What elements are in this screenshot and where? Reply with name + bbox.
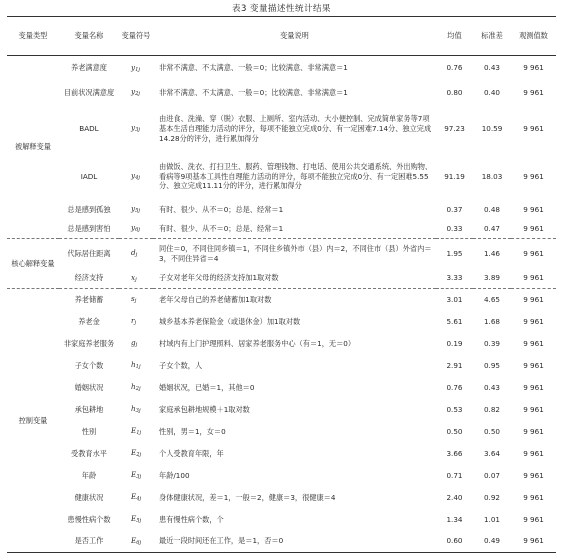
variable-name: 非家庭养老服务 bbox=[63, 338, 115, 348]
symbol-base: r bbox=[131, 315, 135, 325]
symbol-subscript: j bbox=[135, 341, 138, 348]
variable-name: 子女个数 bbox=[74, 360, 104, 370]
group-control: 控制变量 bbox=[7, 289, 59, 553]
variable-symbol bbox=[119, 289, 153, 311]
mean-value: 0.60 bbox=[436, 531, 473, 553]
std-dev-value: 0.43 bbox=[483, 382, 500, 392]
std-dev-value: 1.01 bbox=[483, 514, 500, 524]
symbol-base: s bbox=[131, 294, 135, 304]
std-dev-value: 0.43 bbox=[483, 63, 500, 73]
variable-description: 婚姻状况，已婚＝1，其他＝0 bbox=[159, 382, 255, 392]
symbol-subscript: j bbox=[134, 298, 137, 305]
symbol-base: y bbox=[131, 62, 136, 72]
table-row bbox=[7, 153, 556, 201]
observation-count: 9 961 bbox=[523, 294, 544, 304]
std-dev-value: 0.50 bbox=[483, 426, 500, 436]
mean-value: 0.50 bbox=[446, 426, 463, 436]
symbol-base: g bbox=[131, 337, 136, 347]
symbol-subscript: j bbox=[134, 319, 137, 326]
std-dev-value: 0.47 bbox=[473, 220, 511, 239]
variable-description: 家庭承包耕地规模＋1取对数 bbox=[159, 404, 250, 414]
std-dev-value: 0.07 bbox=[483, 470, 500, 480]
group-dependent: 被解释变量 bbox=[7, 56, 59, 239]
symbol-base: d bbox=[131, 248, 136, 258]
variable-symbol bbox=[119, 56, 153, 81]
symbol-subscript: 5j bbox=[136, 517, 142, 524]
variable-symbol bbox=[119, 153, 153, 201]
descriptive-stats-table bbox=[7, 16, 556, 553]
variable-description: 非常不满意、不太满意、一般＝0；比较满意、非常满意＝1 bbox=[159, 63, 348, 73]
table-row bbox=[7, 81, 556, 106]
variable-description: 子女对老年父母的经济支持加1取对数 bbox=[153, 269, 436, 289]
mean-value: 0.37 bbox=[446, 205, 463, 215]
observation-count: 9 961 bbox=[523, 205, 544, 215]
variable-description: 有时、很少、从不＝0；总是、经常＝1 bbox=[153, 220, 436, 239]
table-row bbox=[7, 239, 556, 269]
table-row bbox=[7, 509, 556, 531]
symbol-subscript: 4j bbox=[135, 174, 140, 181]
header-variable-type: 变量类型 bbox=[7, 17, 59, 56]
symbol-subscript: 3j bbox=[135, 127, 140, 134]
variable-symbol bbox=[119, 106, 153, 153]
table-row bbox=[7, 201, 556, 220]
variable-symbol bbox=[119, 333, 153, 355]
observation-count: 9 961 bbox=[511, 269, 556, 289]
variable-name: 年龄 bbox=[81, 470, 97, 480]
observation-count: 9 961 bbox=[523, 124, 544, 134]
std-dev-value: 0.49 bbox=[473, 531, 511, 553]
variable-symbol bbox=[119, 487, 153, 509]
variable-symbol bbox=[119, 81, 153, 106]
variable-description: 身体健康状况，差＝1，一般＝2，健康＝3，很健康＝4 bbox=[159, 492, 336, 502]
mean-value: 91.19 bbox=[444, 171, 465, 181]
observation-count: 9 961 bbox=[523, 316, 544, 326]
observation-count: 9 961 bbox=[523, 338, 544, 348]
symbol-base: E bbox=[131, 469, 137, 479]
table-row bbox=[7, 355, 556, 377]
variable-name: 承包耕地 bbox=[74, 404, 104, 414]
observation-count: 9 961 bbox=[523, 470, 544, 480]
variable-symbol bbox=[119, 509, 153, 531]
observation-count: 9 961 bbox=[523, 492, 544, 502]
variable-description: 村域内有上门护理照料、居家养老服务中心（有＝1，无＝0） bbox=[159, 338, 356, 348]
std-dev-value: 0.39 bbox=[483, 338, 500, 348]
symbol-base: x bbox=[131, 272, 136, 282]
observation-count: 9 961 bbox=[523, 63, 544, 73]
header-variable-description: 变量说明 bbox=[153, 17, 436, 56]
observation-count: 9 961 bbox=[523, 360, 544, 370]
mean-value: 3.01 bbox=[446, 294, 463, 304]
symbol-subscript: 6j bbox=[136, 539, 142, 546]
std-dev-value: 18.03 bbox=[481, 171, 503, 181]
mean-value: 2.91 bbox=[446, 360, 463, 370]
observation-count: 9 961 bbox=[523, 404, 544, 414]
std-dev-value: 0.92 bbox=[483, 492, 500, 502]
mean-value: 97.23 bbox=[444, 124, 465, 134]
variable-symbol bbox=[119, 399, 153, 421]
variable-symbol bbox=[119, 311, 153, 333]
mean-value: 2.40 bbox=[446, 492, 463, 502]
table-row bbox=[7, 106, 556, 153]
table-row bbox=[7, 487, 556, 509]
symbol-subscript: 3j bbox=[136, 473, 142, 480]
table-row bbox=[7, 443, 556, 465]
mean-value: 0.19 bbox=[446, 338, 463, 348]
symbol-subscript: 4j bbox=[136, 495, 142, 502]
observation-count: 9 961 bbox=[523, 448, 544, 458]
variable-name: 养老储蓄 bbox=[74, 294, 104, 304]
table-row bbox=[7, 531, 556, 553]
variable-description: 患有慢性病个数，个 bbox=[159, 514, 224, 524]
std-dev-value: 0.40 bbox=[483, 88, 500, 98]
mean-value: 0.80 bbox=[446, 88, 463, 98]
symbol-base: y bbox=[131, 123, 136, 133]
variable-symbol bbox=[119, 269, 153, 289]
variable-description: 有时、很少、从不＝0；总是、经常＝1 bbox=[159, 205, 284, 215]
variable-name: 健康状况 bbox=[74, 492, 104, 502]
std-dev-value: 0.95 bbox=[483, 360, 500, 370]
variable-symbol bbox=[119, 355, 153, 377]
symbol-subscript: 1j bbox=[135, 66, 140, 73]
table-row bbox=[7, 56, 556, 81]
symbol-base: y bbox=[131, 223, 136, 233]
symbol-base: h bbox=[131, 403, 136, 413]
mean-value: 1.95 bbox=[446, 248, 463, 258]
symbol-subscript: 2j bbox=[135, 385, 141, 392]
table-row bbox=[7, 399, 556, 421]
header-observations: 观测值数 bbox=[511, 17, 556, 56]
variable-name: 是否工作 bbox=[59, 531, 119, 553]
mean-value: 3.66 bbox=[446, 448, 463, 458]
observation-count: 9 961 bbox=[523, 88, 544, 98]
variable-symbol bbox=[119, 421, 153, 443]
symbol-base: E bbox=[131, 491, 137, 501]
variable-name: BADL bbox=[79, 124, 99, 134]
variable-name: 目前状况满意度 bbox=[63, 88, 115, 98]
mean-value: 5.61 bbox=[446, 316, 463, 326]
header-mean: 均值 bbox=[436, 17, 473, 56]
group-core-explanatory: 核心解释变量 bbox=[7, 239, 59, 289]
table-row bbox=[7, 377, 556, 399]
variable-name: 总是感到孤独 bbox=[67, 205, 111, 215]
std-dev-value: 1.46 bbox=[483, 248, 500, 258]
observation-count: 9 961 bbox=[523, 171, 544, 181]
mean-value: 0.76 bbox=[446, 63, 463, 73]
variable-name: 总是感到害怕 bbox=[59, 220, 119, 239]
variable-description: 城乡基本养老保险金（或退休金）加1取对数 bbox=[159, 316, 301, 326]
variable-symbol bbox=[119, 239, 153, 269]
variable-name: 受教育水平 bbox=[71, 448, 107, 458]
std-dev-value: 4.65 bbox=[483, 294, 500, 304]
symbol-subscript: 2j bbox=[135, 91, 140, 98]
variable-name: 养老满意度 bbox=[71, 63, 107, 73]
variable-name: 婚姻状况 bbox=[74, 382, 104, 392]
header-std-dev: 标准差 bbox=[473, 17, 511, 56]
variable-description: 同住＝0，不同住同乡镇＝1，不同住乡镇外市（县）内＝2，不同住市（县）外省内＝3，不同住异省＝4 bbox=[159, 244, 432, 263]
symbol-subscript: 1j bbox=[135, 363, 141, 370]
variable-name: 养老金 bbox=[78, 316, 100, 326]
symbol-subscript: 1j bbox=[136, 429, 142, 436]
header-variable-name: 变量名称 bbox=[59, 17, 119, 56]
observation-count: 9 961 bbox=[511, 220, 556, 239]
variable-description: 子女个数，人 bbox=[159, 360, 203, 370]
symbol-subscript: 6j bbox=[135, 227, 140, 234]
std-dev-value: 1.68 bbox=[483, 316, 500, 326]
variable-name: 患慢性病个数 bbox=[67, 514, 111, 524]
symbol-base: y bbox=[131, 204, 136, 214]
table-row bbox=[7, 269, 556, 289]
table-row bbox=[7, 333, 556, 355]
variable-symbol bbox=[119, 531, 153, 553]
table-row bbox=[7, 465, 556, 487]
variable-description: 个人受教育年限，年 bbox=[159, 448, 224, 458]
std-dev-value: 0.48 bbox=[483, 205, 500, 215]
table-row bbox=[7, 421, 556, 443]
observation-count: 9 961 bbox=[523, 382, 544, 392]
symbol-base: y bbox=[131, 87, 136, 97]
variable-description: 年龄/100 bbox=[159, 470, 190, 480]
symbol-base: E bbox=[131, 425, 137, 435]
symbol-base: E bbox=[131, 447, 137, 457]
std-dev-value: 0.82 bbox=[483, 404, 500, 414]
mean-value: 0.76 bbox=[446, 382, 463, 392]
table-caption: 表3 变量描述性统计结果 bbox=[231, 4, 332, 14]
table-row bbox=[7, 289, 556, 311]
std-dev-value: 10.59 bbox=[481, 124, 503, 134]
table-row bbox=[7, 220, 556, 239]
variable-name: 经济支持 bbox=[59, 269, 119, 289]
symbol-base: E bbox=[131, 535, 137, 545]
header-variable-symbol: 变量符号 bbox=[119, 17, 153, 56]
symbol-base: h bbox=[131, 381, 136, 391]
mean-value: 1.34 bbox=[446, 514, 463, 524]
variable-symbol bbox=[119, 377, 153, 399]
mean-value: 0.71 bbox=[446, 470, 463, 480]
variable-description: 由做饭、洗衣、打扫卫生、服药、管理钱物、打电话、使用公共交通系统、外出购物、看病等9项基本工具性自理能力活动的评分，每项不能独立完成0分、有一定困难5.55分、独立完成11.11分的评分，进行累加得分 bbox=[159, 161, 433, 191]
header-row bbox=[7, 17, 556, 56]
variable-description: 老年父母自己的养老储蓄加1取对数 bbox=[159, 294, 272, 304]
symbol-base: E bbox=[131, 513, 137, 523]
variable-symbol bbox=[119, 201, 153, 220]
symbol-subscript: 2j bbox=[136, 451, 142, 458]
variable-symbol bbox=[119, 465, 153, 487]
variable-symbol bbox=[119, 443, 153, 465]
std-dev-value: 3.64 bbox=[483, 448, 500, 458]
symbol-subscript: j bbox=[135, 252, 138, 259]
symbol-subscript: 3j bbox=[135, 407, 141, 414]
observation-count: 9 961 bbox=[523, 248, 544, 258]
mean-value: 0.33 bbox=[436, 220, 473, 239]
variable-description: 最近一段时间还在工作，是＝1，否＝0 bbox=[153, 531, 436, 553]
variable-description: 由进食、洗澡、穿（脱）衣服、上厕所、室内活动、大小便控制、完成简单家务等7项基本生活自理能力活动的评分，每项不能独立完成0分、有一定困难7.14分、独立完成14.28分的评分，进行累加得分 bbox=[159, 114, 432, 143]
mean-value: 3.33 bbox=[436, 269, 473, 289]
variable-name: 代际居住距离 bbox=[67, 248, 111, 258]
variable-description: 性别，男＝1，女＝0 bbox=[159, 426, 226, 436]
variable-symbol bbox=[119, 220, 153, 239]
symbol-base: h bbox=[131, 359, 136, 369]
variable-name: 性别 bbox=[81, 426, 97, 436]
table-row bbox=[7, 311, 556, 333]
std-dev-value: 3.89 bbox=[473, 269, 511, 289]
observation-count: 9 961 bbox=[523, 514, 544, 524]
variable-description: 非常不满意、不太满意、一般＝0；比较满意、非常满意＝1 bbox=[159, 88, 348, 98]
observation-count: 9 961 bbox=[511, 531, 556, 553]
variable-name: IADL bbox=[80, 171, 98, 181]
symbol-subscript: 5j bbox=[135, 208, 140, 215]
symbol-base: y bbox=[131, 170, 136, 180]
symbol-subscript: j bbox=[135, 276, 137, 283]
observation-count: 9 961 bbox=[523, 426, 544, 436]
mean-value: 0.53 bbox=[446, 404, 463, 414]
